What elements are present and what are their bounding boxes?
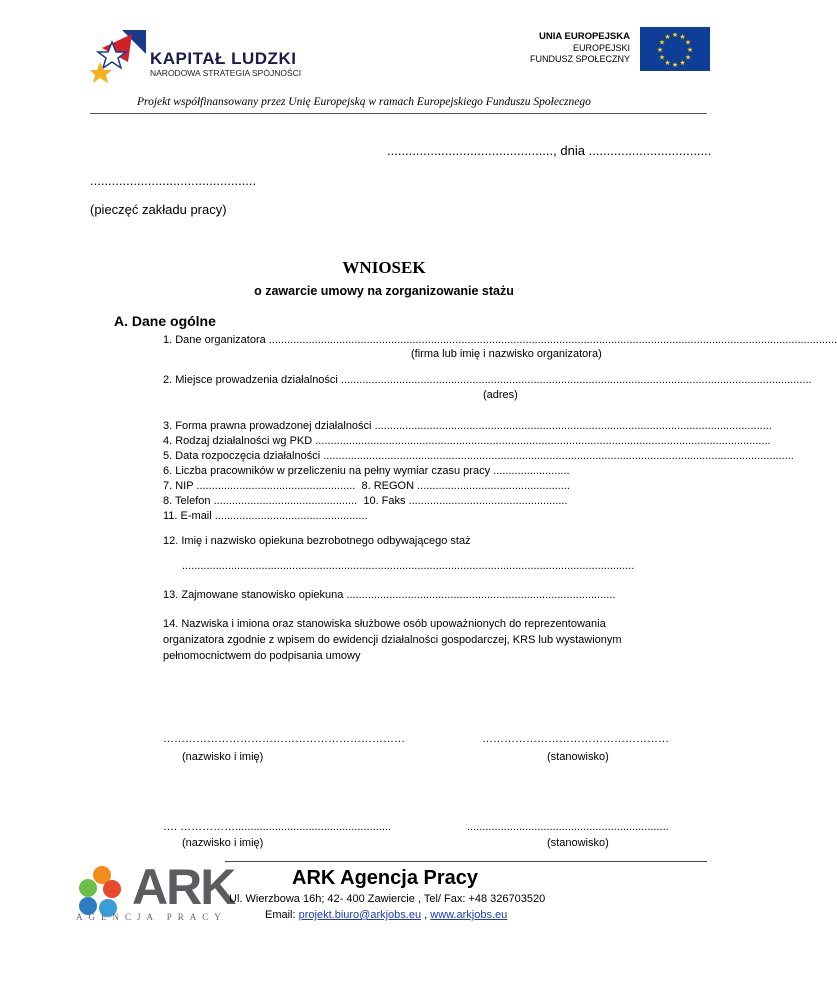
footer-company: ARK Agencja Pracy <box>292 867 478 889</box>
field-start-date-label: 5. Data rozpoczęcia działalności <box>163 450 321 462</box>
field-phone-label: 8. Telefon <box>163 495 211 507</box>
eu-text <box>500 31 630 65</box>
svg-text:★: ★ <box>684 53 692 62</box>
svg-text:★: ★ <box>656 46 664 54</box>
signature-position-dots-1: …………………………………………… <box>482 733 669 745</box>
field-representatives-l1: 14. Nazwiska i imiona oraz stanowiska służbowe osób upoważnionych do reprezentowania <box>163 618 606 630</box>
signature-position-dots-2: .................................................................. <box>467 821 669 833</box>
ark-logo-text: ARK <box>132 859 235 915</box>
eu-line3: FUNDUSZ SPOŁECZNY <box>529 54 630 64</box>
place-dots: .............................................. <box>387 143 554 158</box>
eu-line1: UNIA EUROPEJSKA <box>539 31 630 42</box>
svg-text:★: ★ <box>664 59 671 67</box>
date-dots: .................................. <box>584 143 712 158</box>
field-fax-label: 10. Faks <box>363 495 406 507</box>
field-start-date: 5. Data rozpoczęcia działalności .......................................................................................................................................................... <box>163 450 794 462</box>
header-divider <box>90 113 707 114</box>
signature-name-label-2: (nazwisko i imię) <box>182 837 264 849</box>
footer-contact-sep: , <box>421 909 431 921</box>
svg-text:★: ★ <box>658 53 666 62</box>
ark-circles-icon <box>74 862 130 918</box>
signature-name-label-1: (nazwisko i imię) <box>182 751 264 763</box>
kl-title: KAPITAŁ LUDZKI <box>150 49 297 68</box>
signature-name-dots-2: …. ……………................................................... <box>163 821 391 833</box>
place-date-line <box>387 143 712 158</box>
eu-flag-icon <box>640 27 710 71</box>
field-mentor-name-dots: .................................................................................................................................................... <box>182 560 635 572</box>
field-mentor-position-label: 13. Zajmowane stanowisko opiekuna <box>163 589 344 601</box>
document-subtitle: o zawarcie umowy na zorganizowanie stażu <box>254 284 514 298</box>
footer-website-link[interactable]: www.arkjobs.eu <box>430 909 508 921</box>
field-mentor-name-label: 12. Imię i nazwisko opiekuna bezrobotnego odbywającego staż <box>163 535 471 547</box>
svg-text:★: ★ <box>679 33 686 41</box>
field-legal-form: 3. Forma prawna prowadzonej działalności .................................................................................................................................. <box>163 420 772 432</box>
ark-logo <box>74 859 235 924</box>
svg-text:★: ★ <box>684 38 692 47</box>
svg-text:★: ★ <box>664 33 671 41</box>
svg-text:★: ★ <box>686 46 694 54</box>
field-employees: 6. Liczba pracowników w przeliczeniu na pełny wymiar czasu pracy ......................... <box>163 465 570 477</box>
field-email-label: 11. E-mail <box>163 510 212 522</box>
kapital-ludzki-star-icon <box>92 28 147 83</box>
svg-text:★: ★ <box>671 61 679 69</box>
field-phone-fax: 8. Telefon ............................................... 10. Faks .................................................... <box>163 495 568 507</box>
footer-email-link[interactable]: projekt.biuro@arkjobs.eu <box>298 909 422 921</box>
field-representatives-l2: organizatora zgodnie z wpisem do ewidencji działalności gospodarczej, KRS lub wystawionym <box>163 634 622 646</box>
kl-subtitle: NARODOWA STRATEGIA SPÓJNOŚCI <box>150 68 302 78</box>
footer-divider <box>225 861 707 862</box>
section-a-heading: A. Dane ogólne <box>114 313 216 329</box>
stamp-label: (pieczęć zakładu pracy) <box>90 202 227 217</box>
field-nip-label: 7. NIP <box>163 480 194 492</box>
field-nip-regon: 7. NIP .................................................... 8. REGON .................................................. <box>163 480 570 492</box>
place-date-sep: , dnia <box>553 143 585 158</box>
document-title: WNIOSEK <box>342 258 426 277</box>
kapital-ludzki-logo <box>92 28 307 83</box>
field-pkd-label: 4. Rodzaj działalności wg PKD <box>163 435 313 447</box>
field-organizer: 1. Dane organizatora .......................................................................................................................................................................................... <box>163 334 837 346</box>
footer-contact <box>265 909 507 921</box>
field-regon-label: 8. REGON <box>361 480 415 492</box>
field-email: 11. E-mail .................................................. <box>163 510 368 522</box>
field-representatives-l3: pełnomocnictwem do podpisania umowy <box>163 650 361 662</box>
footer-email-label: Email: <box>265 909 299 921</box>
signature-position-label-1: (stanowisko) <box>547 751 609 763</box>
field-pkd: 4. Rodzaj działalności wg PKD ..................................................................................................................................................... <box>163 435 771 447</box>
footer-address: Ul. Wierzbowa 16h; 42- 400 Zawiercie , Tel/ Fax: +48 326703520 <box>229 893 546 905</box>
stamp-dots: .............................................. <box>90 173 257 188</box>
signature-prefix: …. <box>163 821 178 833</box>
svg-text:★: ★ <box>679 59 686 67</box>
field-business-location: 2. Miejsce prowadzenia działalności .......................................................................................................................................................... <box>163 374 812 386</box>
field-business-location-hint: (adres) <box>483 389 518 401</box>
field-organizer-label: 1. Dane organizatora <box>163 334 266 346</box>
signature-name-dots-1: ………………………………………………………… <box>163 733 405 745</box>
field-legal-form-label: 3. Forma prawna prowadzonej działalności <box>163 420 372 432</box>
eu-line2: EUROPEJSKI <box>572 43 630 53</box>
field-mentor-position: 13. Zajmowane stanowisko opiekuna ........................................................................................ <box>163 589 616 601</box>
field-employees-label: 6. Liczba pracowników w przeliczeniu na pełny wymiar czasu pracy <box>163 465 491 477</box>
field-organizer-hint: (firma lub imię i nazwisko organizatora) <box>411 348 602 360</box>
signature-position-label-2: (stanowisko) <box>547 837 609 849</box>
ark-logo-sub: AGENCJA PRACY <box>76 912 227 922</box>
cofinanced-note: Projekt współfinansowany przez Unię Europejską w ramach Europejskiego Funduszu Społecznego <box>137 96 591 108</box>
field-business-location-label: 2. Miejsce prowadzenia działalności <box>163 374 338 386</box>
svg-text:★: ★ <box>671 31 679 39</box>
svg-text:★: ★ <box>658 38 666 47</box>
